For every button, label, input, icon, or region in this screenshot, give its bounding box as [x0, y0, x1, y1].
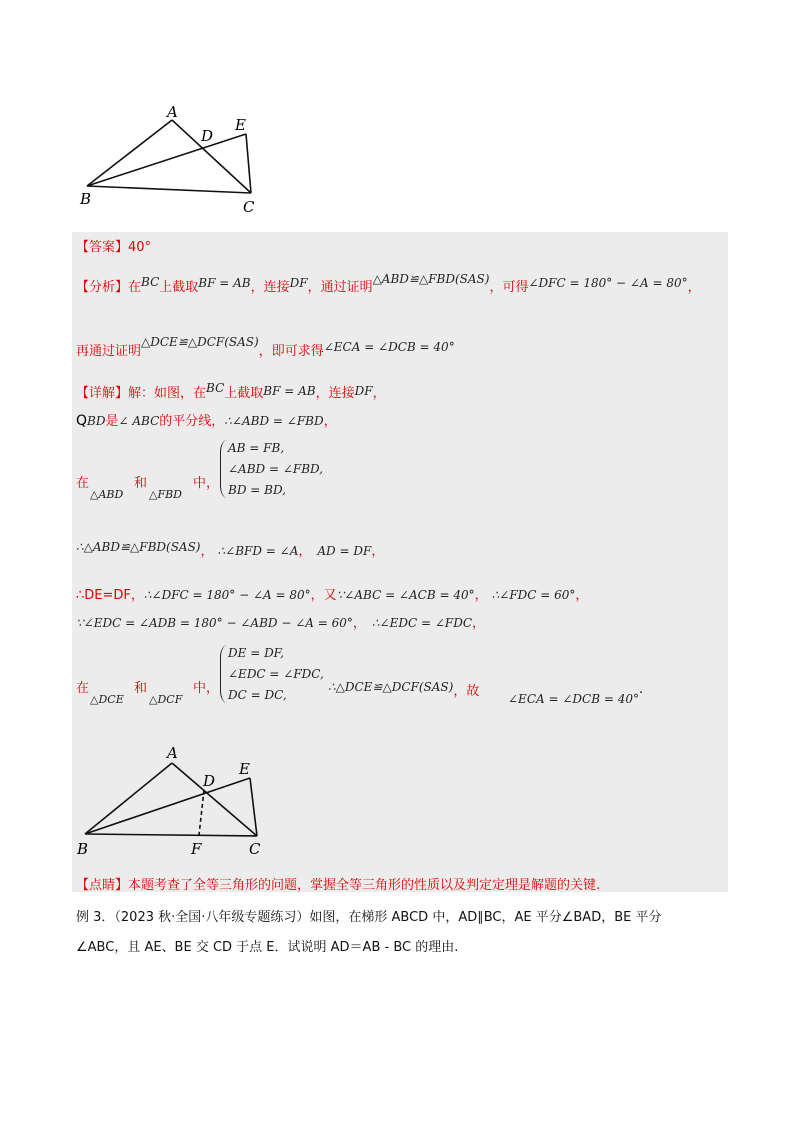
analysis-math: ∠ECA = ∠DCB = 40° [323, 340, 455, 354]
detail-text: ， [575, 588, 589, 603]
label-d: D [203, 772, 216, 790]
analysis-math: ∠DFC = 180° − ∠A = 80° [528, 276, 688, 290]
analysis-text: ， [687, 280, 701, 295]
detail-line-1 [76, 382, 386, 401]
label-c: C [243, 198, 255, 215]
detail-text: ， [200, 544, 214, 559]
detail-math: ∴△ABD≌△FBD(SAS) [76, 540, 201, 554]
detail-line-6 [328, 680, 479, 699]
answer-value: 40° [128, 240, 152, 255]
sys1-brace [220, 440, 227, 498]
analysis-text: ，通过证明 [307, 280, 373, 295]
detail-math: BF = AB [263, 384, 316, 398]
detail-math: ∴△DCE≌△DCF(SAS) [328, 680, 454, 694]
detail-line-3 [76, 540, 384, 559]
detail-text: ，又 [310, 588, 337, 603]
detail-text: 上截取 [224, 386, 264, 401]
comment-text: 本题考查了全等三角形的问题，掌握全等三角形的性质以及判定定理是解题的关键. [128, 878, 601, 893]
triangle-figure-2 [73, 738, 278, 860]
label-f: F [191, 840, 202, 858]
detail-text: 是 [105, 414, 119, 429]
because-q-symbol: Q [76, 413, 88, 429]
detail-text: . [638, 682, 644, 697]
detail-line-6-result [508, 682, 644, 707]
comment-line [76, 874, 600, 893]
detail-math: BD [87, 414, 106, 428]
sys1-row-2: ∠ABD = ∠FBD, [228, 462, 324, 476]
comment-tag: 【点睛】 [76, 878, 129, 893]
detail-text: ，连接 [315, 386, 355, 401]
sys2-triangle-1: △DCE [90, 693, 124, 706]
sys1-triangle-1: △ABD [90, 488, 124, 501]
analysis-text: 在 [128, 280, 142, 295]
sys2-zhong: 中， [193, 681, 220, 696]
detail-math: ∠ECA = ∠DCB = 40° [508, 692, 639, 706]
detail-tag: 【详解】 [76, 386, 129, 401]
detail-math: ∴∠BFD = ∠A [217, 544, 299, 558]
label-a: A [167, 744, 178, 762]
label-c: C [249, 840, 261, 858]
analysis-math: DF [289, 276, 308, 290]
label-e: E [239, 760, 250, 778]
detail-text: ， [372, 386, 386, 401]
triangle-diagram-2 [73, 738, 278, 860]
detail-math: ∵∠ABC = ∠ACB = 40° [336, 588, 475, 602]
sys2-row-2: ∠EDC = ∠FDC, [228, 667, 324, 681]
sys1-zai: 在 [76, 476, 90, 491]
analysis-tag: 【分析】 [76, 280, 129, 295]
detail-text: ∴DE=DF， [76, 588, 144, 603]
sys1-triangle-2: △FBD [149, 488, 182, 501]
sys2-triangle-2: △DCF [149, 693, 183, 706]
detail-math: ∵∠EDC = ∠ADB = 180° − ∠ABD − ∠A = 60° [76, 616, 353, 630]
example3-line-1: 例 3．（2023 秋·全国·八年级专题练习）如图，在梯形 ABCD 中，AD∥BC，AE 平分∠BAD，BE 平分 [76, 910, 662, 925]
sys1-row-1: AB = FB, [228, 441, 285, 455]
detail-text: ，故 [453, 684, 480, 699]
analysis-text: ，即可求得 [258, 344, 324, 359]
label-b: B [80, 190, 92, 208]
example3-line-2: ∠ABC，且 AE、BE 交 CD 于点 E．试说明 AD＝AB - BC 的理由. [76, 940, 459, 955]
detail-math: ∴∠FDC = 60° [491, 588, 576, 602]
answer-tag: 【答案】 [76, 240, 129, 255]
detail-math: ∴∠DFC = 180° − ∠A = 80° [143, 588, 311, 602]
detail-math: AD = DF [317, 544, 372, 558]
detail-text: ， [371, 544, 385, 559]
analysis-text: ，连接 [250, 280, 290, 295]
sys2-row-1: DE = DF, [228, 646, 284, 660]
detail-math: ∴∠EDC = ∠FDC [371, 616, 473, 630]
detail-math: ∠ ABC [118, 414, 160, 428]
sys2-he: 和 [134, 681, 148, 696]
detail-line-5 [76, 612, 485, 631]
detail-math: BC [206, 381, 225, 395]
label-a: A [167, 103, 178, 121]
detail-math: ∴∠ABD = ∠FBD [224, 414, 324, 428]
sys2-brace [220, 645, 227, 703]
analysis-text: 上截取 [159, 280, 199, 295]
analysis-math: △DCE≌△DCF(SAS) [141, 335, 259, 349]
sys1-row-3: BD = BD, [228, 483, 286, 497]
detail-text: 解：如图，在 [128, 386, 207, 401]
detail-text: ， [298, 544, 312, 559]
sys2-row-3: DC = DC, [228, 688, 287, 702]
detail-text: ， [352, 616, 366, 631]
analysis-line-2 [76, 335, 455, 359]
analysis-text: 再通过证明 [76, 344, 142, 359]
answer-line [76, 236, 151, 255]
detail-line-4 [76, 584, 588, 603]
analysis-math: BC [141, 275, 160, 289]
detail-text: ， [474, 588, 488, 603]
detail-math: DF [354, 384, 373, 398]
detail-text: 的平分线， [159, 414, 225, 429]
analysis-line-1 [76, 272, 701, 295]
triangle-figure-1 [75, 100, 275, 215]
sys1-he: 和 [134, 476, 148, 491]
label-e: E [235, 116, 246, 134]
detail-line-2 [76, 410, 337, 429]
detail-text: ， [323, 414, 337, 429]
detail-text: ， [472, 616, 486, 631]
analysis-math: △ABD≌△FBD(SAS) [372, 272, 490, 286]
triangle-diagram-1 [75, 100, 275, 215]
analysis-math: BF = AB [198, 276, 251, 290]
label-d: D [201, 127, 214, 145]
sys1-zhong: 中， [193, 476, 220, 491]
analysis-text: ，可得 [489, 280, 529, 295]
sys2-zai: 在 [76, 681, 90, 696]
label-b: B [77, 840, 89, 858]
